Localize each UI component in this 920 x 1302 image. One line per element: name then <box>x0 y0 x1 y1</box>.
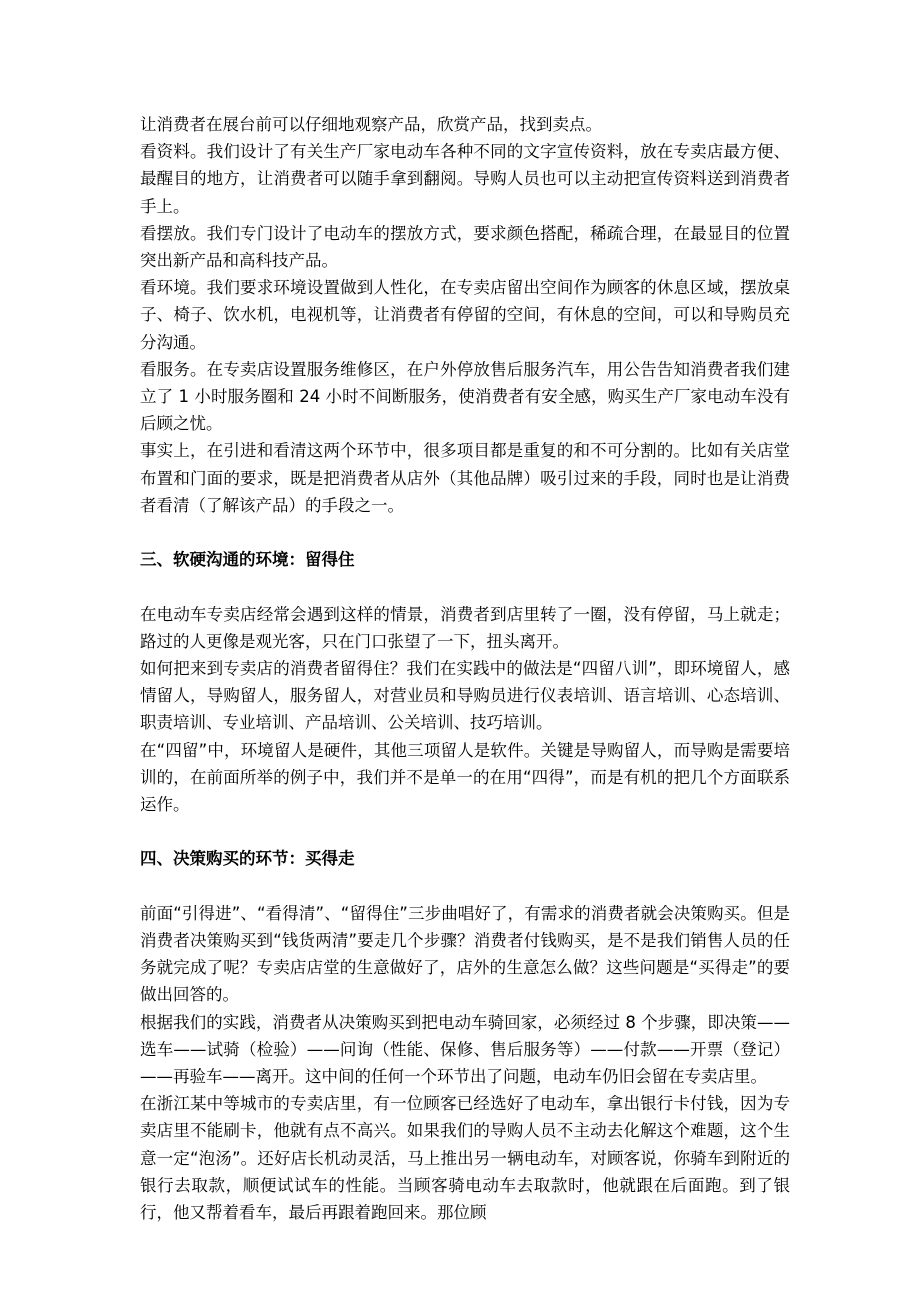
section-heading-4: 四、决策购买的环节：买得走 <box>140 849 355 869</box>
document-body <box>140 111 790 1226</box>
paragraph: 看环境。我们要求环境设置做到人性化，在专卖店留出空间作为顾客的休息区域，摆放桌子、椅子、饮水机，电视机等，让消费者有停留的空间，有休息的空间，可以和导购员充分沟通。 <box>140 278 790 352</box>
spacer <box>140 519 790 546</box>
section-heading-3: 三、软硬沟通的环境：留得住 <box>140 550 355 570</box>
spacer <box>140 873 790 900</box>
paragraph: 看服务。在专卖店设置服务维修区，在户外停放售后服务汽车，用公告告知消费者我们建立了 1 小时服务圈和 24 小时不间断服务，使消费者有安全感，购买生产厂家电动车没有后顾之忧。 <box>140 359 790 434</box>
paragraph: 看资料。我们设计了有关生产厂家电动车各种不同的文字宣传资料，放在专卖店最方便、最醒目的地方，让消费者可以随手拿到翻阅。导购人员也可以主动把宣传资料送到消费者手上。 <box>140 142 790 216</box>
spacer <box>140 573 790 600</box>
spacer <box>140 818 790 845</box>
paragraph: 看摆放。我们专门设计了电动车的摆放方式，要求颜色搭配，稀疏合理，在最显目的位置突出新产品和高科技产品。 <box>140 223 790 271</box>
paragraph: 前面“引得进”、“看得清”、“留得住”三步曲唱好了，有需求的消费者就会决策购买。但是消费者决策购买到“钱货两清”要走几个步骤？消费者付钱购买，是不是我们销售人员的任务就完成了呢？专卖店店堂的生意做好了，店外的生意怎么做？这些问题是“买得走”的要做出回答的。 <box>140 903 790 1005</box>
paragraph: 事实上，在引进和看清这两个环节中，很多项目都是重复的和不可分割的。比如有关店堂布置和门面的要求，既是把消费者从店外（其他品牌）吸引过来的手段，同时也是让消费者看清（了解该产品）的手段之一。 <box>140 441 790 515</box>
paragraph: 在浙江某中等城市的专卖店里，有一位顾客已经选好了电动车，拿出银行卡付钱，因为专卖店里不能刷卡，他就有点不高兴。如果我们的导购人员不主动去化解这个难题，这个生意一定“泡汤”。还好店长机动灵活，马上推出另一辆电动车，对顾客说，你骑车到附近的银行去取款，顺便试试车的性能。当顾客骑电动车去取款时，他就跟在后面跑。到了银行，他又帮着看车，最后再跟着跑回来。那位顾 <box>140 1094 790 1223</box>
paragraph: 根据我们的实践，消费者从决策购买到把电动车骑回家，必须经过 8 个步骤，即决策——选车——试骑（检验）——问询（性能、保修、售后服务等）——付款——开票（登记）——再验车——离开。这中间的任何一个环节出了问题，电动车仍旧会留在专卖店里。 <box>140 1012 790 1087</box>
paragraph: 让消费者在展台前可以仔细地观察产品，欣赏产品，找到卖点。 <box>140 115 602 134</box>
paragraph: 在“四留”中，环境留人是硬件，其他三项留人是软件。关键是导购留人，而导购是需要培训的，在前面所举的例子中，我们并不是单一的在用“四得”，而是有机的把几个方面联系运作。 <box>140 740 790 815</box>
paragraph: 如何把来到专卖店的消费者留得住？我们在实践中的做法是“四留八训”，即环境留人，感情留人，导购留人，服务留人，对营业员和导购员进行仪表培训、语言培训、心态培训、职责培训、专业培训、产品培训、公关培训、技巧培训。 <box>140 659 790 733</box>
paragraph: 在电动车专卖店经常会遇到这样的情景，消费者到店里转了一圈，没有停留，马上就走；路过的人更像是观光客，只在门口张望了一下，扭头离开。 <box>140 604 790 651</box>
